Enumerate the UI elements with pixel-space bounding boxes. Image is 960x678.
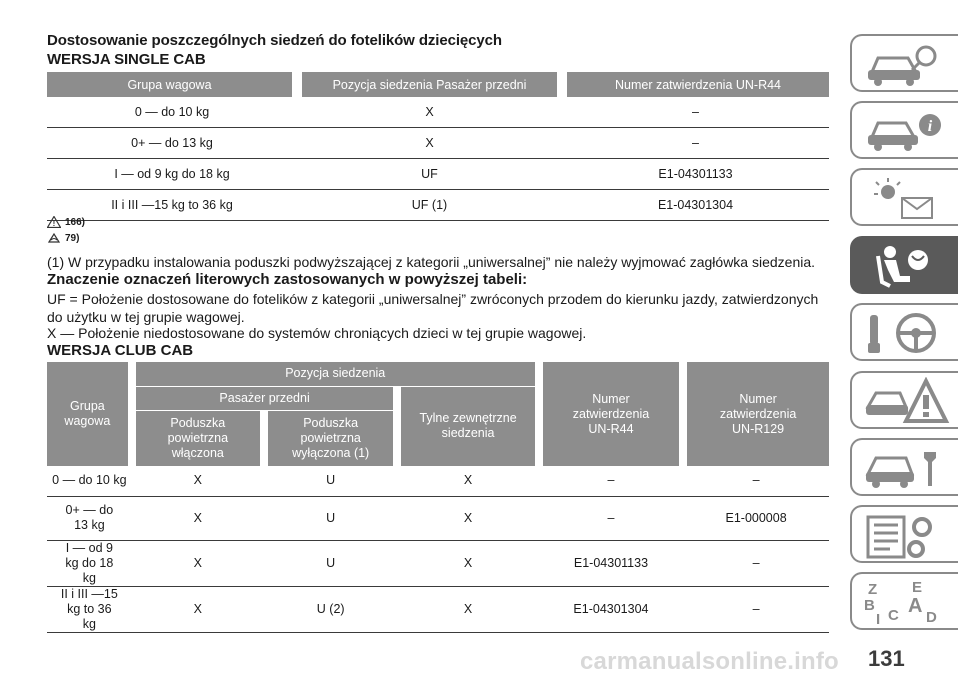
table-cell: UF [297, 159, 562, 190]
svg-text:Z: Z [868, 581, 878, 598]
table-cell: X [397, 586, 538, 632]
table-cell: X [397, 540, 538, 586]
table-cell: E1-04301133 [539, 540, 683, 586]
car-service-icon [860, 444, 950, 494]
header-airbag-off: Poduszka powietrzna wyłączona (1) [264, 410, 398, 466]
svg-text:A: A [908, 595, 923, 617]
caution-icon [47, 232, 61, 244]
table-row [47, 586, 829, 632]
note-ref[interactable] [47, 230, 85, 246]
table-cell: – [562, 97, 829, 128]
table-cell: X [397, 466, 538, 496]
header-seat-position: Pozycja siedzenia Pasażer przedni [297, 72, 562, 97]
table-row [47, 496, 829, 540]
page-heading: Dostosowanie poszczególnych siedzeń do fotelików dziecięcych [47, 32, 502, 49]
footnote-1: (1) W przypadku instalowania poduszki podwyższającej z kategorii „uniwersalnej” nie należy wyjmować zagłówka siedzenia. [47, 254, 816, 270]
note-ref-label: 166) [65, 216, 86, 228]
table-cell: 0+ — do 13 kg [47, 496, 132, 540]
table-row [47, 540, 829, 586]
svg-text:I: I [876, 611, 881, 628]
table-cell: U [264, 540, 398, 586]
table-cell: 0+ — do 13 kg [47, 128, 297, 159]
table-cell: U [264, 496, 398, 540]
note-ref[interactable] [47, 214, 85, 230]
svg-text:i: i [927, 118, 933, 135]
airbag-seat-icon [860, 242, 950, 292]
svg-text:B: B [864, 597, 875, 614]
table-cell: 0 — do 10 kg [47, 97, 297, 128]
tab-maintenance[interactable] [850, 438, 958, 496]
table-cell: U (2) [264, 586, 398, 632]
table-cell: X [132, 496, 264, 540]
table-cell: U [264, 466, 398, 496]
header-front-passenger: Pasażer przedni [132, 386, 398, 410]
table-header-row [47, 72, 829, 97]
note-ref-label: 79) [65, 232, 80, 244]
header-weight-group: Grupa wagowa [47, 362, 132, 466]
settings-list-icon [860, 511, 950, 561]
table-row [47, 128, 829, 159]
tab-starting-driving[interactable] [850, 303, 958, 361]
tab-car-search[interactable] [850, 34, 958, 92]
table-cell: E1-04301304 [539, 586, 683, 632]
car-search-icon [860, 40, 950, 90]
warning-triangle-icon [47, 216, 61, 228]
svg-text:!: ! [52, 219, 56, 228]
table-cell: I — od 9 kg do 18 kg [47, 159, 297, 190]
header-approval-r44: Numer zatwierdzenia UN-R44 [539, 362, 683, 466]
table-cell: X [132, 466, 264, 496]
legend-uf: UF = Położenie dostosowane do fotelików z kategorii „uniwersalnej” zwróconych przodem do kierunku jazdy, zatwierdzonych do użytku w tej grupie wagowej. [47, 291, 819, 325]
table-cell: X [397, 496, 538, 540]
tab-technical-data[interactable] [850, 505, 958, 563]
svg-text:E: E [912, 579, 923, 596]
table-cell: E1-04301304 [562, 190, 829, 221]
header-weight-group: Grupa wagowa [47, 72, 297, 97]
key-steering-icon [860, 309, 950, 359]
table-cell: – [562, 128, 829, 159]
watermark: carmanualsonline.info [580, 648, 839, 675]
table-cell: X [132, 540, 264, 586]
legend-x: X — Położenie niedostosowane do systemów chroniących dzieci w tej grupie wagowej. [47, 325, 587, 341]
svg-text:C: C [888, 607, 899, 624]
table-cell: – [539, 496, 683, 540]
tab-emergency[interactable] [850, 371, 958, 429]
club-cab-table [47, 362, 829, 633]
page-number: 131 [868, 646, 905, 671]
table-cell: II i III —15 kg to 36 kg [47, 586, 132, 632]
table-cell: UF (1) [297, 190, 562, 221]
table-cell: – [683, 586, 829, 632]
warning-lights-icon [860, 174, 950, 224]
header-approval: Numer zatwierdzenia UN-R44 [562, 72, 829, 97]
tab-car-info[interactable] [850, 101, 958, 159]
table-row [47, 159, 829, 190]
tab-warning-lights[interactable] [850, 168, 958, 226]
table-cell: I — od 9 kg do 18 kg [47, 540, 132, 586]
svg-text:D: D [926, 609, 937, 626]
header-rear-seats: Tylne zewnętrzne siedzenia [397, 386, 538, 466]
table-cell: X [132, 586, 264, 632]
header-approval-r129: Numer zatwierdzenia UN-R129 [683, 362, 829, 466]
legend-title: Znaczenie oznaczeń literowych zastosowanych w powyższej tabeli: [47, 271, 528, 288]
table-cell: II i III —15 kg to 36 kg [47, 190, 297, 221]
alphabet-index-icon [860, 578, 950, 628]
warning-notes [47, 214, 85, 246]
header-seat-position: Pozycja siedzenia [132, 362, 539, 386]
car-info-icon [860, 107, 950, 157]
table-cell: E1-04301133 [562, 159, 829, 190]
tab-index[interactable] [850, 572, 958, 630]
table-row [47, 97, 829, 128]
table-cell: – [539, 466, 683, 496]
table-cell: E1-000008 [683, 496, 829, 540]
table-cell: X [297, 97, 562, 128]
table-header-row [47, 362, 829, 386]
car-warning-icon [860, 377, 950, 427]
table-cell: 0 — do 10 kg [47, 466, 132, 496]
table-row [47, 190, 829, 221]
table-cell: X [297, 128, 562, 159]
table-cell: – [683, 540, 829, 586]
table-cell: – [683, 466, 829, 496]
club-cab-title: WERSJA CLUB CAB [47, 342, 194, 359]
single-cab-table [47, 72, 829, 221]
header-airbag-on: Poduszka powietrzna włączona [132, 410, 264, 466]
tab-safety[interactable] [850, 236, 958, 294]
single-cab-title: WERSJA SINGLE CAB [47, 51, 206, 68]
table-row [47, 466, 829, 496]
